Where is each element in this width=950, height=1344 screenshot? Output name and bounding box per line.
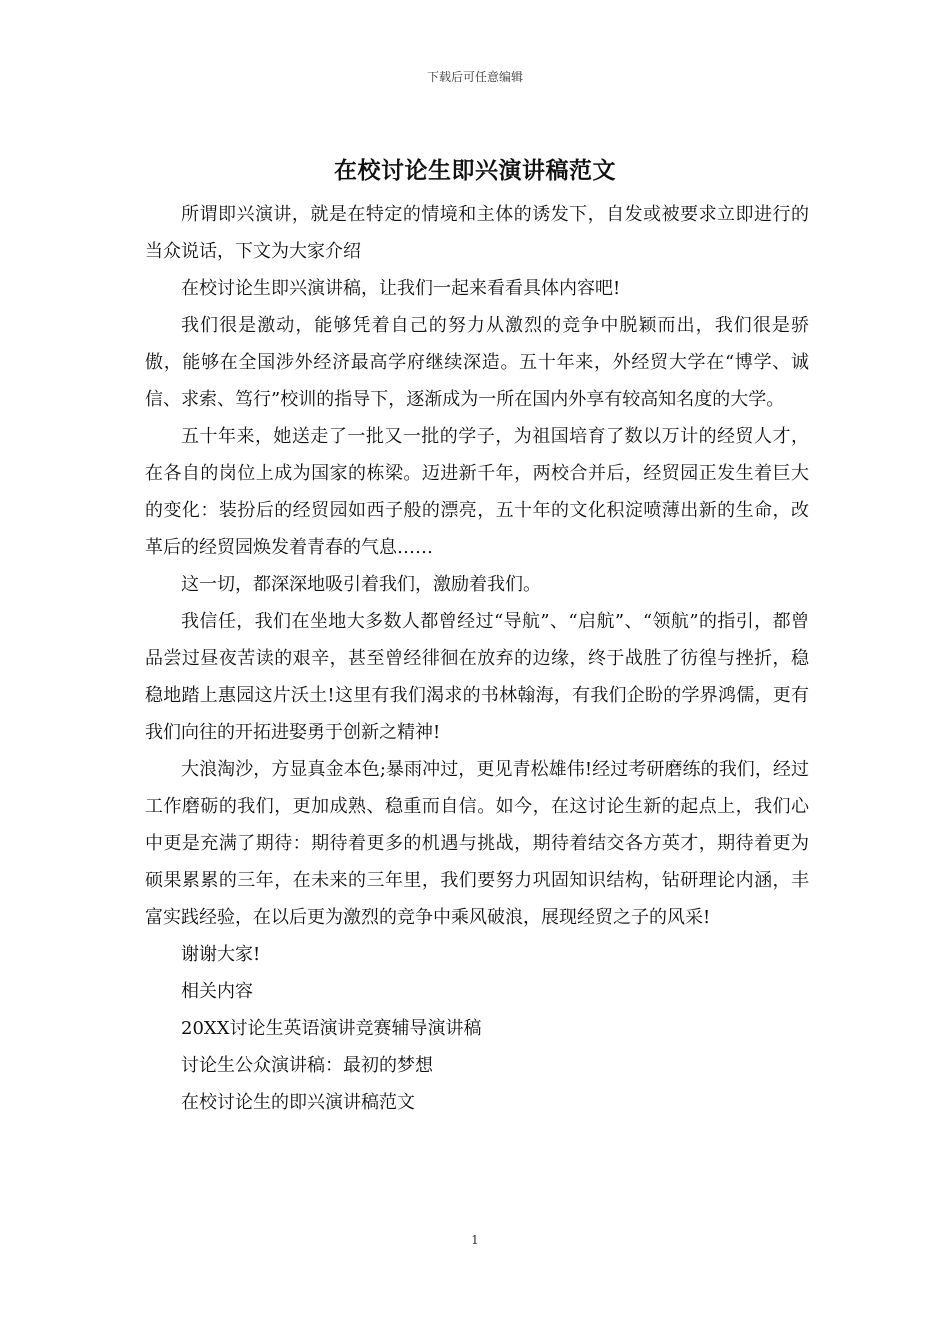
- paragraph: 在校讨论生即兴演讲稿，让我们一起来看看具体内容吧!: [181, 278, 621, 299]
- page-number: 1: [471, 1233, 479, 1247]
- paragraph: 五十年来，她送走了一批又一批的学子，为祖国培育了数以万计的经贸人才，在各自的岗位上成为国家的栋梁。迈进新千年，两校合并后，经贸园正发生着巨大的变化：装扮后的经贸园如西子般的漂亮，五十年的文化积淀喷薄出新的生命，改革后的经贸园焕发着青春的气息……: [145, 426, 809, 558]
- header-note: 下载后可任意编辑: [426, 70, 523, 84]
- document-body: [145, 196, 809, 1121]
- related-item: 讨论生公众演讲稿：最初的梦想: [181, 1055, 433, 1076]
- related-item: 20XX讨论生英语演讲竞赛辅导演讲稿: [181, 1018, 482, 1039]
- related-item: 在校讨论生的即兴演讲稿范文: [181, 1092, 415, 1113]
- paragraph: 我们很是激动，能够凭着自己的努力从激烈的竞争中脱颖而出，我们很是骄傲，能够在全国涉外经济最高学府继续深造。五十年来，外经贸大学在“博学、诚信、求索、笃行”校训的指导下，逐渐成为一所在国内外享有较高知名度的大学。: [145, 315, 809, 410]
- document-title: 在校讨论生即兴演讲稿范文: [334, 157, 616, 184]
- paragraph: 大浪淘沙，方显真金本色;暴雨冲过，更见青松雄伟!经过考研磨练的我们，经过工作磨砺的我们，更加成熟、稳重而自信。如今，在这讨论生新的起点上，我们心中更是充满了期待：期待着更多的机遇与挑战，期待着结交各方英才，期待着更为硕果累累的三年，在未来的三年里，我们要努力巩固知识结构，钻研理论内涵，丰富实践经验，在以后更为激烈的竞争中乘风破浪，展现经贸之子的风采!: [145, 759, 809, 928]
- related-heading: 相关内容: [181, 981, 253, 1002]
- paragraph: 谢谢大家!: [181, 944, 261, 965]
- paragraph: 这一切，都深深地吸引着我们，激励着我们。: [181, 574, 541, 595]
- paragraph: 我信任，我们在坐地大多数人都曾经过“导航”、“启航”、“领航”的指引，都曾品尝过昼夜苦读的艰辛，甚至曾经徘徊在放弃的边缘，终于战胜了彷徨与挫折，稳稳地踏上惠园这片沃土!这里有我们渴求的书林翰海，有我们企盼的学界鸿儒，更有我们向往的开拓进娶勇于创新之精神!: [145, 611, 809, 743]
- paragraph: 所谓即兴演讲，就是在特定的情境和主体的诱发下，自发或被要求立即进行的当众说话，下文为大家介绍: [145, 204, 809, 262]
